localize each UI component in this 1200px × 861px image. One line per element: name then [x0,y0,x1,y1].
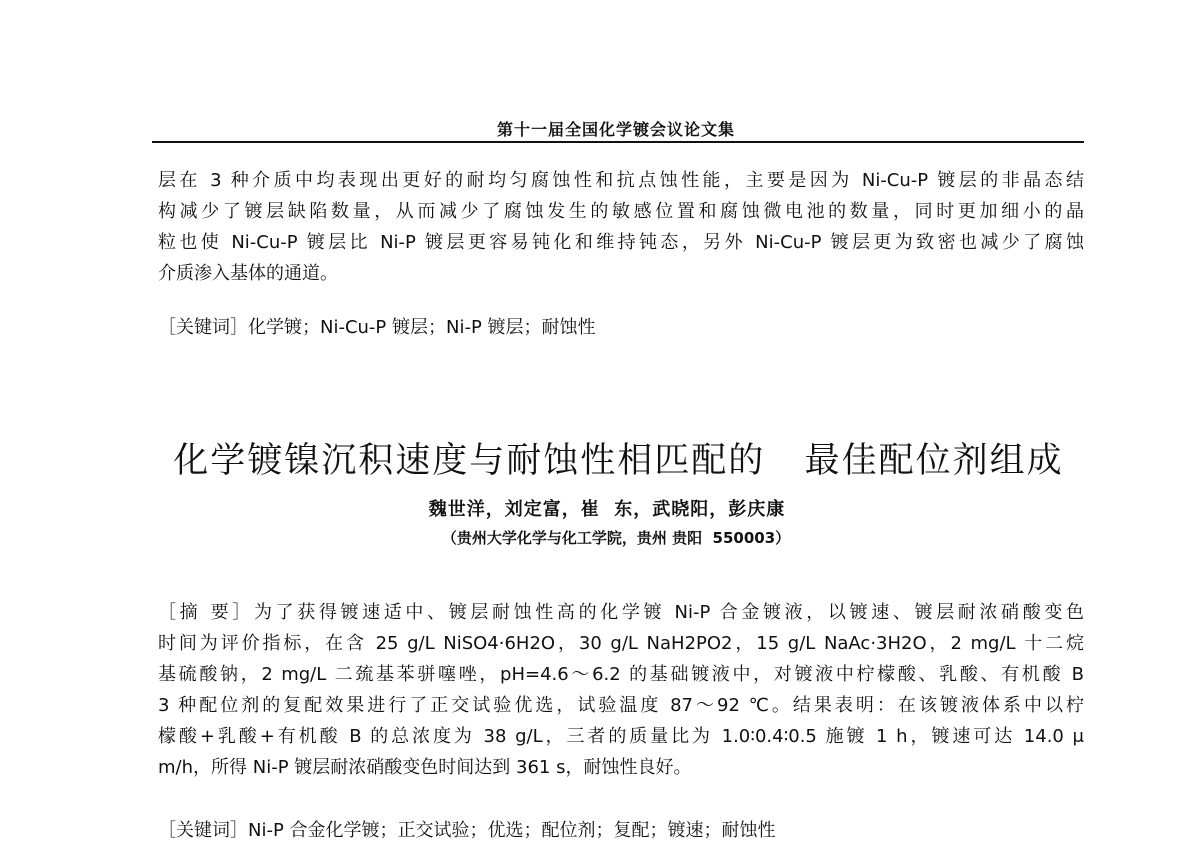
abstract-line [158,597,1084,628]
article-keywords [158,817,1084,845]
abstract-line: m/h，所得 Ni-P 镀层耐浓硝酸变色时间达到 361 s，耐蚀性良好。 [158,757,692,778]
keywords-text: Ni-P 合金化学镀；正交试验；优选；配位剂；复配；镀速；耐蚀性 [248,820,776,841]
article-affiliation: （贵州大学化学与化工学院，贵州 贵阳 550003） [441,529,791,547]
keywords-text: 化学镀；Ni-Cu-P 镀层；Ni-P 镀层；耐蚀性 [248,317,596,338]
article-authors: 魏世洋，刘定富，崔 东，武晓阳，彭庆康 [428,499,786,520]
abstract [158,597,1084,783]
running-header-title: 第十一届全国化学镀会议论文集 [496,120,735,139]
abstract-line: 时间为评价指标，在含 25 g/L NiSO4·6H2O，30 g/L NaH2PO2，15 g/L NaAc·3H2O，2 mg/L 十二烷 [158,633,1084,654]
abstract-line: 檬酸+乳酸+有机酸 B 的总浓度为 38 g/L，三者的质量比为 1.0∶0.4∶0.5 施镀 1 h，镀速可达 14.0 μ [158,726,1084,747]
body-line: 粒也使 Ni-Cu-P 镀层比 Ni-P 镀层更容易钝化和维持钝态，另外 Ni-Cu-P 镀层更为致密也减少了腐蚀 [158,232,1084,253]
previous-article-body [158,165,1084,289]
body-line: 构减少了镀层缺陷数量，从而减少了腐蚀发生的敏感位置和腐蚀微电池的数量，同时更加细小的晶 [158,201,1084,222]
abstract-line-text: 为了获得镀速适中、镀层耐蚀性高的化学镀 Ni-P 合金镀液，以镀速、镀层耐浓硝酸变色 [253,602,1084,623]
article-title: 化学镀镍沉积速度与耐蚀性相匹配的 最佳配位剂组成 [173,441,1064,481]
body-line: 层在 3 种介质中均表现出更好的耐均匀腐蚀性和抗点蚀性能，主要是因为 Ni-Cu-P 镀层的非晶态结 [158,170,1084,191]
abstract-line: 3 种配位剂的复配效果进行了正交试验优选，试验温度 87～92 ℃。结果表明：在该镀液体系中以柠 [158,695,1084,716]
previous-article-keywords [158,314,1084,342]
body-line: 介质渗入基体的通道。 [158,263,338,284]
abstract-label: ［摘 要］ [158,602,254,623]
abstract-line: 基硫酸钠，2 mg/L 二巯基苯骈噻唑，pH=4.6～6.2 的基础镀液中，对镀液中柠檬酸、乳酸、有机酸 B [158,664,1084,685]
keywords-label: ［关键词］ [158,317,248,338]
keywords-label: ［关键词］ [158,820,248,841]
header-divider [152,141,1084,143]
